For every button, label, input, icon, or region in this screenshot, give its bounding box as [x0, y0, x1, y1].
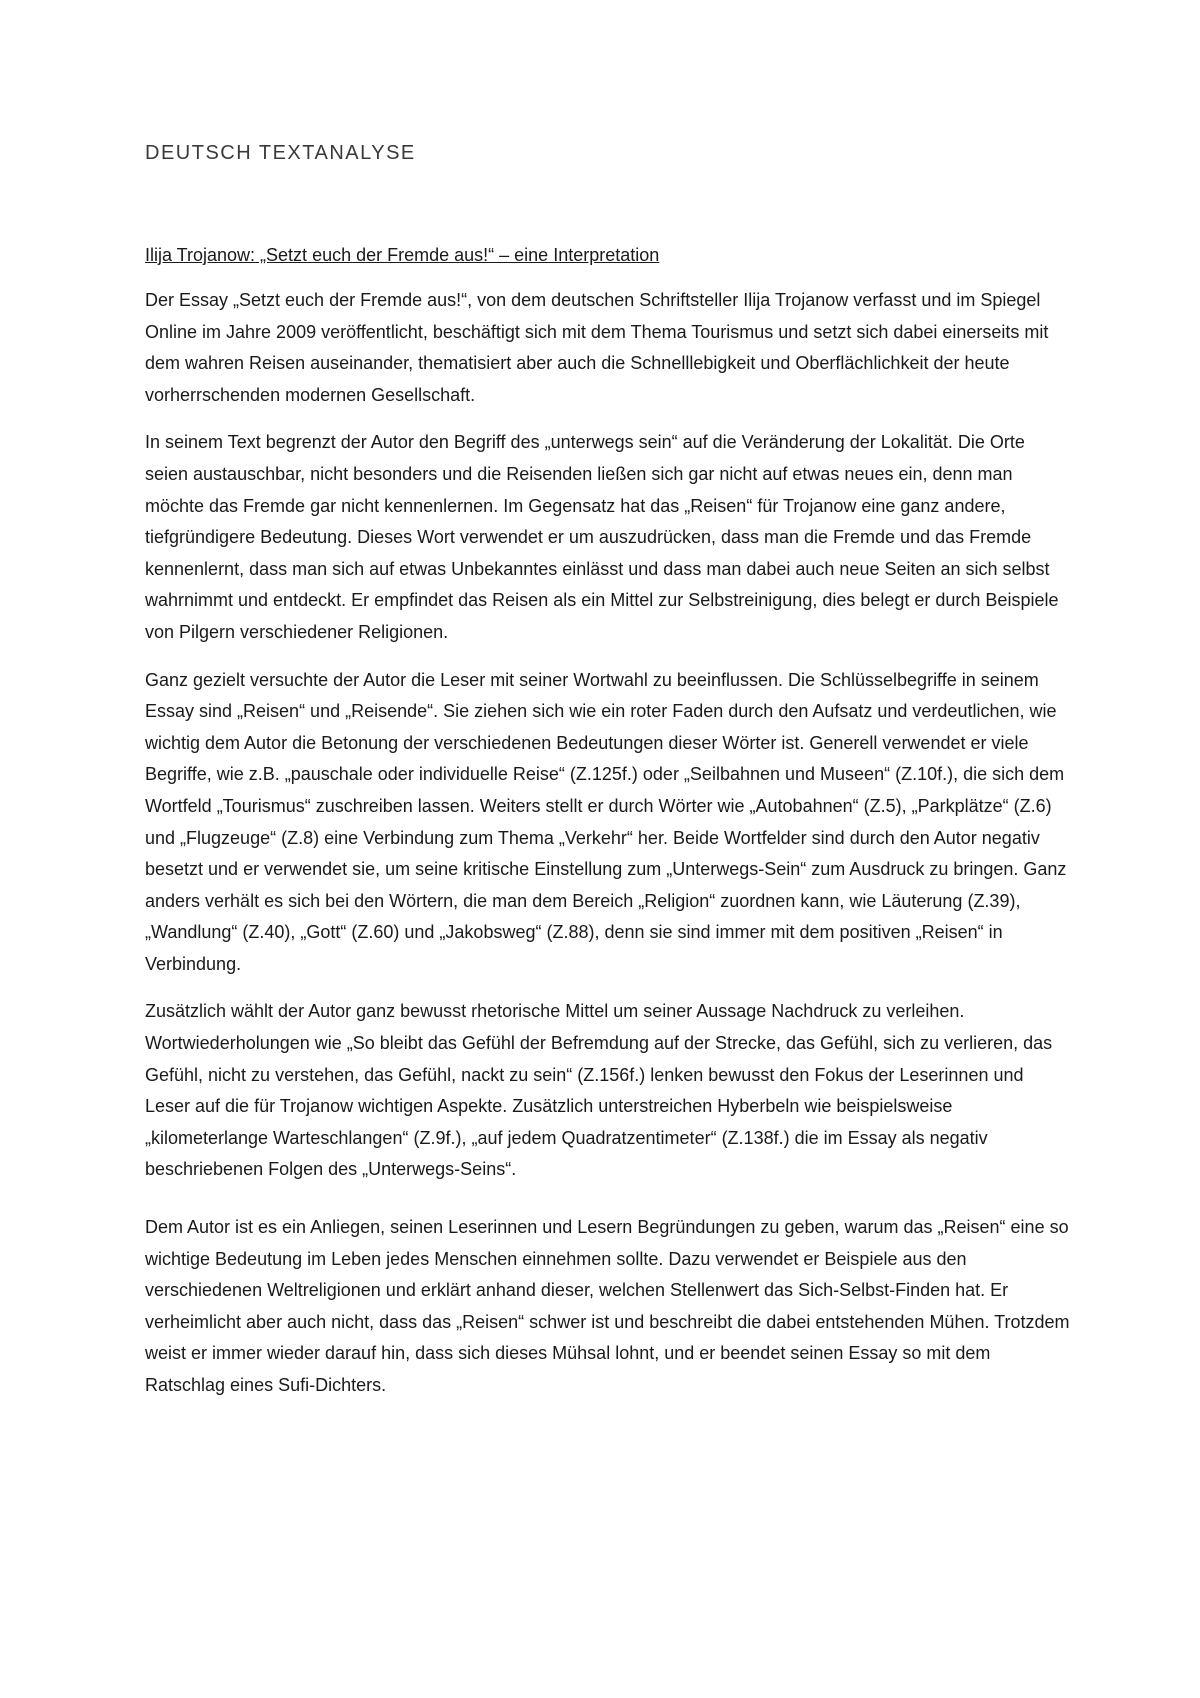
document-title: DEUTSCH TEXTANALYSE	[145, 142, 416, 164]
paragraph-rhetorical-devices: Zusätzlich wählt der Autor ganz bewusst rhetorische Mittel um seiner Aussage Nachdruck zu verleihen. Wortwiederholungen wie „So bleibt das Gefühl der Befremdung auf der Strecke, das Gefühl, sich zu verlieren, das Gefühl, nicht zu verstehen, das Gefühl, nackt zu sein“ (Z.156f.) lenken bewusst den Fokus der Leserinnen und Leser auf die für Trojanow wichtigen Aspekte. Zusätzlich unterstreichen Hyberbeln wie beispielsweise „kilometerlange Warteschlangen“ (Z.9f.), „auf jedem Quadratzentimeter“ (Z.138f.) die im Essay als negativ beschriebenen Folgen des „Unterwegs-Seins“.	[145, 1001, 1053, 1180]
document-subtitle: Ilija Trojanow: „Setzt euch der Fremde aus!“ – eine Interpretation	[145, 245, 660, 265]
paragraph-introduction: Der Essay „Setzt euch der Fremde aus!“, von dem deutschen Schriftsteller Ilija Trojanow verfasst und im Spiegel Online im Jahre 2009 veröffentlicht, beschäftigt sich mit dem Thema Tourismus und setzt sich dabei einerseits mit dem wahren Reisen auseinander, thematisiert aber auch die Schnelllebigkeit und Oberflächlichkeit der heute vorherrschenden modernen Gesellschaft.	[145, 290, 1049, 405]
paragraph-word-choice: Ganz gezielt versuchte der Autor die Leser mit seiner Wortwahl zu beeinflussen. Die Schlüsselbegriffe in seinem Essay sind „Reisen“ und „Reisende“. Sie ziehen sich wie ein roter Faden durch den Aufsatz und verdeutlichen, wie wichtig dem Autor die Betonung der verschiedenen Bedeutungen dieser Wörter ist. Generell verwendet er viele Begriffe, wie z.B. „pauschale oder individuelle Reise“ (Z.125f.) oder „Seilbahnen und Museen“ (Z.10f.), die sich dem Wortfeld „Tourismus“ zuschreiben lassen. Weiters stellt er durch Wörter wie „Autobahnen“ (Z.5), „Parkplätze“ (Z.6) und „Flugzeuge“ (Z.8) eine Verbindung zum Thema „Verkehr“ her. Beide Wortfelder sind durch den Autor negativ besetzt und er verwendet sie, um seine kritische Einstellung zum „Unterwegs-Sein“ zum Ausdruck zu bringen. Ganz anders verhält es sich bei den Wörtern, die man dem Bereich „Religion“ zuordnen kann, wie Läuterung (Z.39), „Wandlung“ (Z.40), „Gott“ (Z.60) und „Jakobsweg“ (Z.88), denn sie sind immer mit dem positiven „Reisen“ in Verbindung.	[145, 669, 1067, 974]
paragraph-conclusion: Dem Autor ist es ein Anliegen, seinen Leserinnen und Lesern Begründungen zu geben, warum das „Reisen“ eine so wichtige Bedeutung im Leben jedes Menschen einnehmen sollte. Dazu verwendet er Beispiele aus den verschiedenen Weltreligionen und erklärt anhand dieser, welchen Stellenwert das Sich-Selbst-Finden hat. Er verheimlicht aber auch nicht, dass das „Reisen“ schwer ist und beschreibt die dabei entstehenden Mühen. Trotzdem weist er immer wieder darauf hin, dass sich dieses Mühsal lohnt, und er beendet seinen Essay so mit dem Ratschlag eines Sufi-Dichters.	[145, 1217, 1070, 1395]
document-body	[145, 142, 1070, 1428]
paragraph-travel-meaning: In seinem Text begrenzt der Autor den Begriff des „unterwegs sein“ auf die Veränderung der Lokalität. Die Orte seien austauschbar, nicht besonders und die Reisenden ließen sich gar nicht auf etwas neues ein, denn man möchte das Fremde gar nicht kennenlernen. Im Gegensatz hat das „Reisen“ für Trojanow eine ganz andere, tiefgründigere Bedeutung. Dieses Wort verwendet er um auszudrücken, dass man die Fremde und das Fremde kennenlernt, dass man sich auf etwas Unbekanntes einlässt und dass man dabei auch neue Seiten an sich selbst wahrnimmt und entdeckt. Er empfindet das Reisen als ein Mittel zur Selbstreinigung, dies belegt er durch Beispiele von Pilgern verschiedener Religionen.	[145, 432, 1059, 642]
